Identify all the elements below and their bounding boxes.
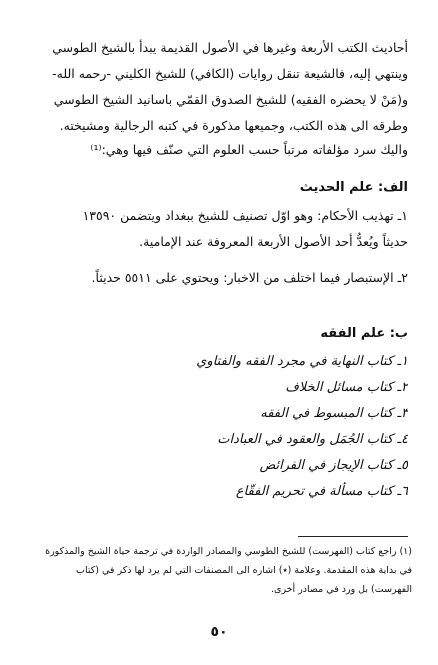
paragraph-line-1: أحاديث الكتب الأربعة وغيرها في الأصول القديمة يبدأ بالشيخ الطوسي (52, 40, 408, 55)
section-a-item-1: ١ـ تهذيب الأحكام: وهو اوّل تصنيف للشيخ ببغداد ويتضمن ١٣٥٩٠ (82, 208, 408, 223)
section-b-heading: ب: علم الفقه (320, 326, 408, 341)
section-a-item-1-continued: حديثاً ويُعدُّ أحد الأصول الأربعة المعروفة عند الإمامية. (139, 234, 408, 249)
page-number: ٥٠ (210, 624, 228, 640)
paragraph-line-5: واليك سرد مؤلفاته مرتباً حسب العلوم التي صنّف فيها وهي:⁽¹⁾ (90, 142, 408, 157)
section-b-item-3: ٣ـ كتاب المبسوط في الفقه (260, 406, 408, 421)
section-b-item-4: ٤ـ كتاب الجُمَل والعقود في العبادات (217, 432, 408, 447)
paragraph-line-4: وطرقه الى هذه الكتب، وجميعها مذكورة في كتبه الرجالية ومشيخته. (59, 118, 408, 133)
paragraph-line-2: وينتهي إليه، فالشيعة تنقل روايات (الكافي) للشيخ الكليني -رحمه الله- (52, 66, 408, 81)
footnote-line-2: في بداية هذه المقدمة. وعلامة (٭) اشاره الى المصنفات التي لم يرد لها ذكر في (كتاب (76, 565, 412, 576)
paragraph-line-3: و(مَنْ لا يحضره الفقيه) للشيخ الصدوق القمّي باسانيد الشيخ الطوسي (53, 92, 408, 107)
section-b-item-2: ٢ـ كتاب مسائل الخلاف (285, 380, 408, 395)
section-a-heading: الف: علم الحديث (299, 180, 408, 195)
section-b-item-1: ١ـ كتاب النهاية في مجرد الفقه والفتاوي (196, 354, 408, 369)
footnote-line-1: (١) راجع كتاب (الفهرست) للشيخ الطوسي والمصادر الواردة في ترجمة حياة الشيخ والمذكورة (45, 546, 412, 557)
section-b-item-5: ٥ـ كتاب الإيجاز في الفرائض (259, 458, 408, 473)
section-a-item-2: ٢ـ الإستبصار فيما اختلف من الاخبار: ويحتوي على ٥٥١١ حديثاً. (91, 270, 408, 285)
footnote-divider (298, 536, 408, 537)
section-b-item-6: ٦ـ كتاب مسألة في تحريم الفقّاع (235, 484, 408, 499)
footnote-line-3: الفهرست) بل ورد في مصادر أخرى. (270, 584, 412, 595)
